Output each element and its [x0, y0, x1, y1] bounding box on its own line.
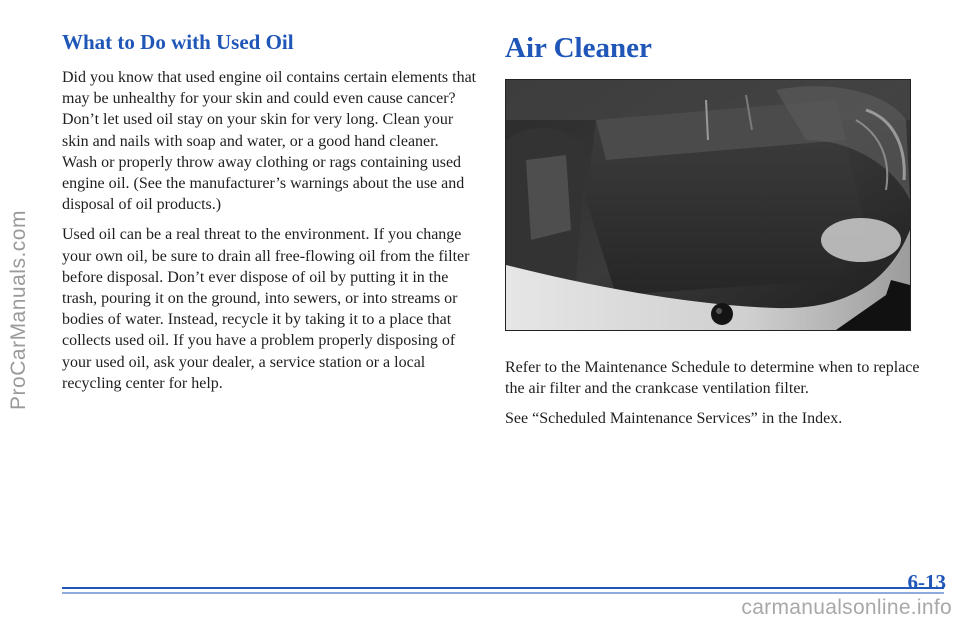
air-cleaner-heading: Air Cleaner	[505, 32, 652, 64]
page-number: 6-13	[907, 570, 946, 594]
air-cleaner-photo	[505, 79, 911, 331]
air-cleaner-paragraph-2: See “Scheduled Maintenance Services” in the Index.	[505, 410, 843, 428]
side-watermark-text: ProCarManuals.com	[7, 210, 30, 410]
engine-compartment-image	[506, 80, 910, 330]
used-oil-paragraph-2: Used oil can be a real threat to the environment. If you change your own oil, be sure to drain all free-flowing oil from the filter before disposal. Don’t ever dispose of oil by putting it in the trash, pouring it on the ground, into sewers, or into streams or bodies of water. Instead, recycle it by taking it to a place that collects used oil. If you have a problem properly disposing of your used oil, ask your dealer, a service station or a local recycling center for help.	[62, 226, 470, 392]
used-oil-paragraph-1: Did you know that used engine oil contains certain elements that may be unhealthy for your skin and could even cause cancer? Don’t let used oil stay on your skin for very long. Clean your skin and nails with soap and water, or a good hand cleaner. Wash or properly throw away clothing or rags containing used engine oil. (See the manufacturer’s warnings about the use and disposal of oil products.)	[62, 69, 477, 214]
left-column	[62, 30, 477, 403]
right-column	[505, 30, 925, 439]
air-cleaner-paragraph-1: Refer to the Maintenance Schedule to determine when to replace the air filter and the crankcase ventilation filter.	[505, 359, 920, 398]
side-watermark	[4, 40, 34, 580]
used-oil-heading: What to Do with Used Oil	[62, 30, 294, 54]
bottom-watermark: carmanualsonline.info	[741, 596, 952, 619]
